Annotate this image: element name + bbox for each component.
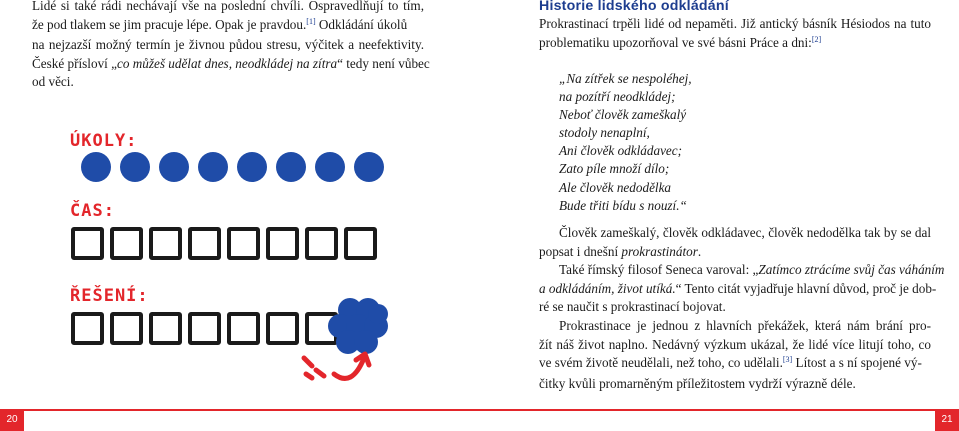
time-box [188,227,221,260]
task-circle [276,152,306,182]
solution-box [149,312,182,345]
right-body [539,224,945,393]
left-page-text [32,0,430,92]
poem [559,70,692,215]
poem-line: stodoly nenaplní, [559,125,650,141]
left-line-4 [32,55,430,74]
time-box [344,227,377,260]
time-box [110,227,143,260]
text: Člověk zameškalý, člověk odkládavec, člověk nedodělka tak by se dal [559,225,931,240]
text: problematiku upozorňoval ve své básni Práce a dni: [539,34,812,50]
tasks-label: ÚKOLY: [70,131,138,151]
solution-label: ŘEŠENÍ: [70,286,149,306]
time-box [149,227,182,260]
text: popsat i dnešní [539,243,622,259]
emphasis: prokrastinátor [621,243,698,259]
text: Prokrastinace je jednou z hlavních překážek, která nám brání pro- [559,317,931,333]
task-circle [159,152,189,182]
footnote-ref-1[interactable]: [1] [306,16,316,26]
time-box [71,227,104,260]
task-circle [120,152,150,182]
solution-box [110,312,143,345]
p2-line-2 [539,280,937,299]
text: na nejzazší možný termín je živnou půdou stresu, výčitek a neefektivity. [32,37,424,53]
text: od věci. [32,74,74,90]
quote: Zatímco ztrácíme svůj čas váháním [758,262,945,278]
poem-line: Neboť člověk zameškalý [559,107,687,123]
text: Lítost a s ní spojené vý- [792,355,922,371]
text: . [697,243,702,259]
time-label: ČAS: [70,201,115,221]
p1-line-1 [539,224,931,243]
poem-line: Ani člověk odkládavec; [559,143,683,159]
text: Lidé si také rádi nechávají vše na poslední chvíli. Ospravedlňují to tím, [32,0,424,13]
bottom-rule [0,409,959,411]
p3-line-3 [539,354,931,375]
time-box [266,227,299,260]
text: Prokrastinací trpěli lidé od nepaměti. Již antický básník Hésiodos na tuto [539,16,931,31]
task-circle [237,152,267,182]
solution-box [188,312,221,345]
right-page-text [539,0,931,54]
p3-line-1 [539,317,931,336]
proverb: co můžeš udělat dnes, neodkládej na zítra [116,55,338,71]
p2-line-1 [539,261,945,280]
left-line-1 [32,0,424,16]
task-circle [354,152,384,182]
text: ve svém životě neudělali, než toho, co udělali. [539,355,783,371]
text: ré se naučit s prokrastinací bojovat. [539,299,726,315]
text: že pod tlakem se jim pracuje lépe. Opak je pravdou. [32,16,307,32]
quote: a odkládáním, život utíká. [539,280,676,296]
footnote-ref-2[interactable]: [2] [811,34,822,44]
solution-box [71,312,104,345]
text: České přísloví „ [32,55,117,71]
poem-line: Zato píle množí dílo; [559,161,670,177]
intro-line-1 [539,15,931,34]
left-line-3 [32,36,424,55]
text: “ tedy není vůbec [337,55,430,71]
page-number-left: 20 [0,409,24,431]
text: Také římský filosof Seneca varoval: „ [559,262,759,278]
task-circle [81,152,111,182]
text: čitky kvůli promarněným příležitostem vydrží výrazně déle. [539,375,856,391]
text: žít náš život naplno. Nedávný výzkum ukázal, že lidé více litují toho, co [539,336,931,352]
intro-line-2 [539,34,931,55]
left-line-2 [32,16,424,37]
poem-line: „Na zítřek se nespoléhej, [559,71,692,86]
p3-line-4 [539,375,931,394]
poem-line: na pozítří neodkládej; [559,89,676,105]
time-box [227,227,260,260]
solution-box [227,312,260,345]
section-heading: Historie lidského odkládání [539,0,729,14]
p1-line-2 [539,243,931,262]
left-line-5 [32,73,424,92]
task-circle [198,152,228,182]
page-number-right: 21 [935,409,959,431]
time-box [305,227,338,260]
poem-line: Bude třiti bídu s nouzí.“ [559,197,687,213]
text: “ Tento citát vyjadřuje hlavní důvod, proč je dob- [675,280,937,296]
p3-line-2 [539,336,931,355]
task-circle [315,152,345,182]
p2-line-3 [539,298,931,317]
text: Odkládání úkolů [315,16,408,32]
footnote-ref-3[interactable]: [3] [782,355,793,365]
circle-cluster-icon [290,288,400,398]
poem-line: Ale člověk nedodělka [559,179,672,195]
